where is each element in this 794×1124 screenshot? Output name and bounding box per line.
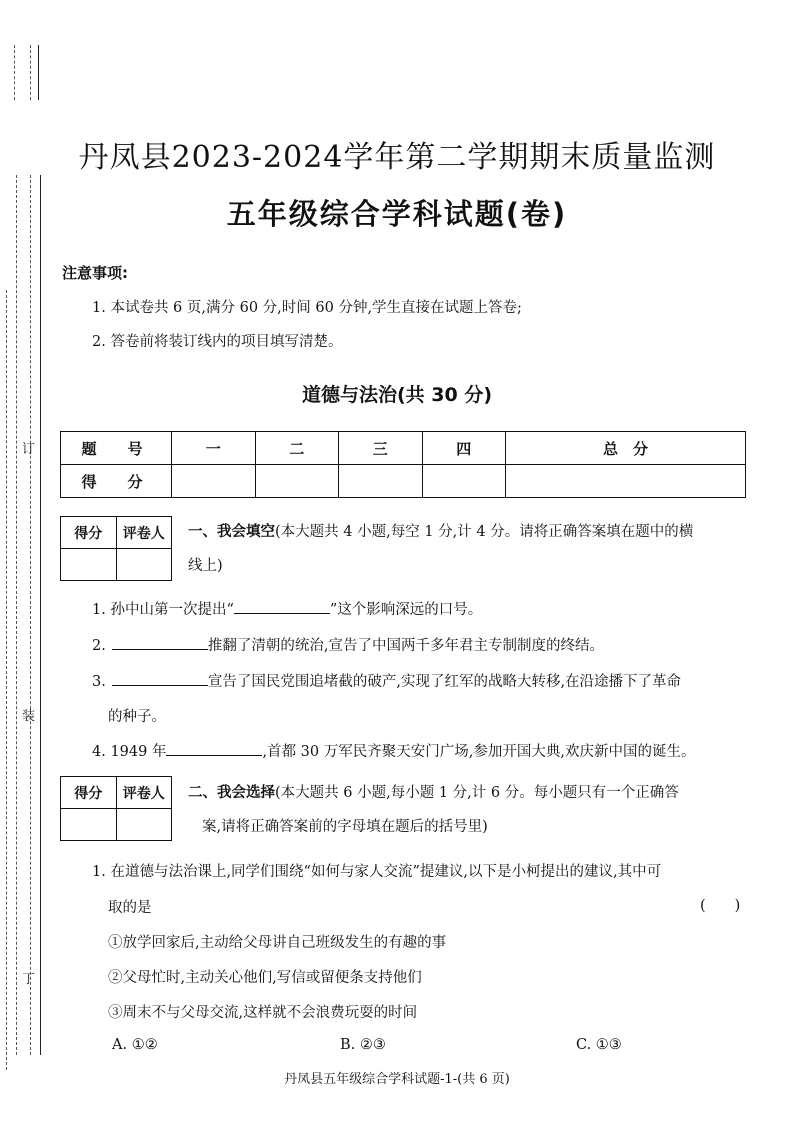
part1-desc-1: (本大题共 4 小题,每空 1 分,计 4 分。请将正确答案填在题中的横 <box>275 524 694 540</box>
part1-q1-text-a: 1. 孙中山第一次提出“ <box>92 602 234 618</box>
part1-q2-blank[interactable] <box>112 635 208 650</box>
part1-q2-text: 推翻了清朝的统治,宣告了中国两千多年君主专制制度的终结。 <box>207 638 604 654</box>
notice-item-1: 1. 本试卷共 6 页,满分 60 分,时间 60 分钟,学生直接在试题上答卷; <box>92 300 522 316</box>
part1-q4-text-a: 4. 1949 年 <box>92 744 167 760</box>
part1-grader-table <box>60 516 172 581</box>
part1-q3-num: 3. <box>92 674 106 690</box>
part1-grader-cell[interactable] <box>116 549 172 581</box>
part2-grader-cell[interactable] <box>116 809 172 841</box>
score-table-row-label: 得 分 <box>61 465 172 498</box>
part2-grader-label: 评卷人 <box>116 777 172 809</box>
part2-q1-statement-3: ③周末不与父母交流,这样就不会浪费玩耍的时间 <box>108 1005 418 1021</box>
part2-q1-option-a[interactable]: A. ①② <box>112 1037 158 1053</box>
part1-q3-blank[interactable] <box>112 671 208 686</box>
section-title: 道德与法治(共 30 分) <box>301 384 493 406</box>
part2-grader-table <box>60 776 172 841</box>
part1-q2 <box>92 634 604 655</box>
part2-score-label: 得分 <box>61 777 117 809</box>
part1-score-label: 得分 <box>61 517 117 549</box>
part1-q3 <box>92 670 681 691</box>
margin-char-ding2: 丁 <box>22 972 36 987</box>
score-table-col-4: 四 <box>422 432 506 465</box>
score-table-col-1: 一 <box>172 432 256 465</box>
part2-q1-option-c[interactable]: C. ①③ <box>576 1037 622 1053</box>
score-cell-2[interactable] <box>255 465 339 498</box>
part1-desc-2: 线上) <box>188 558 223 574</box>
exam-title: 丹凤县2023-2024学年第二学期期末质量监测 <box>78 140 716 175</box>
part1-score-cell[interactable] <box>61 549 117 581</box>
part2-q1-statement-2: ②父母忙时,主动关心他们,写信或留便条支持他们 <box>108 970 422 986</box>
part1-q1-blank[interactable] <box>234 599 330 614</box>
part2-score-cell[interactable] <box>61 809 117 841</box>
score-table-col-2: 二 <box>255 432 339 465</box>
exam-subtitle: 五年级综合学科试题(卷) <box>226 197 568 231</box>
score-cell-1[interactable] <box>172 465 256 498</box>
part2-q1-option-b[interactable]: B. ②③ <box>340 1037 386 1053</box>
part1-heading: 一、我会填空 <box>188 524 275 540</box>
part1-q2-num: 2. <box>92 638 106 654</box>
margin-char-ding: 订 <box>22 442 36 457</box>
notice-item-2: 2. 答卷前将装订线内的项目填写清楚。 <box>92 334 343 350</box>
part1-q1 <box>92 598 482 619</box>
part2-q1-answer-paren[interactable]: ( ) <box>700 898 741 914</box>
part1-q3-cont: 的种子。 <box>108 709 166 725</box>
page-footer: 丹凤县五年级综合学科试题-1-(共 6 页) <box>284 1072 510 1087</box>
score-cell-3[interactable] <box>339 465 423 498</box>
part2-desc-2: 案,请将正确答案前的字母填在题后的括号里) <box>202 819 488 835</box>
part1-q4-text-b: ,首都 30 万军民齐聚天安门广场,参加开国大典,欢庆新中国的诞生。 <box>262 744 696 760</box>
part2-heading-block <box>188 776 758 844</box>
part1-q1-text-b: ”这个影响深远的口号。 <box>329 602 483 618</box>
score-table-col-3: 三 <box>339 432 423 465</box>
part2-q1-line1: 1. 在道德与法治课上,同学们围绕“如何与家人交流”提建议,以下是小柯提出的建议,其中可 <box>92 864 662 880</box>
score-table-header-label: 题 号 <box>61 432 172 465</box>
part1-grader-label: 评卷人 <box>116 517 172 549</box>
part2-q1-statement-1: ①放学回家后,主动给父母讲自己班级发生的有趣的事 <box>108 935 447 951</box>
part2-desc-1: (本大题共 6 小题,每小题 1 分,计 6 分。每小题只有一个正确答 <box>275 785 679 801</box>
part2-heading: 二、我会选择 <box>188 785 275 801</box>
score-table-col-total: 总 分 <box>506 432 746 465</box>
score-table <box>60 431 746 498</box>
margin-char-zhuang: 装 <box>22 709 36 724</box>
notice-heading: 注意事项: <box>62 264 128 282</box>
score-cell-4[interactable] <box>422 465 506 498</box>
part1-q4 <box>92 740 695 761</box>
part1-heading-block <box>188 515 758 583</box>
score-cell-total[interactable] <box>506 465 746 498</box>
part1-q4-blank[interactable] <box>166 741 262 756</box>
part1-q3-text: 宣告了国民党围追堵截的破产,实现了红军的战略大转移,在沿途播下了革命 <box>207 674 682 690</box>
part2-q1-line2: 取的是 <box>108 900 152 916</box>
